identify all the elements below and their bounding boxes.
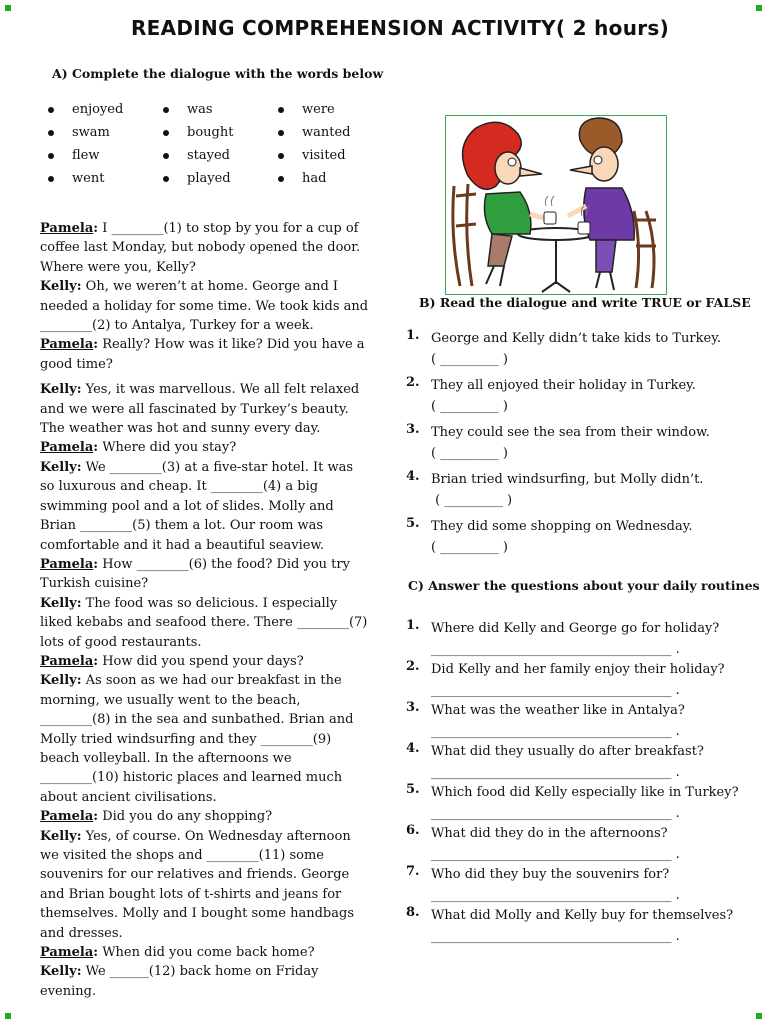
speaker-name: Kelly bbox=[40, 459, 77, 475]
item-number: 6. bbox=[406, 823, 420, 838]
item-number: 1. bbox=[406, 618, 420, 633]
answer-blank[interactable]: ( _________ ) bbox=[431, 352, 508, 367]
answer-line[interactable]: _____________________________________ . bbox=[431, 847, 680, 862]
dialogue-line: Kelly: The food was so delicious. I especially liked kebabs and seafood there. There ________(7) lots of good restaurants. bbox=[40, 595, 368, 650]
question-item bbox=[406, 823, 756, 864]
bullet-icon bbox=[48, 130, 54, 136]
bullet-icon bbox=[163, 153, 169, 159]
item-number: 7. bbox=[406, 864, 420, 879]
word-bank-item: swam bbox=[48, 123, 163, 142]
item-number: 8. bbox=[406, 905, 420, 920]
section-c-title: C) Answer the questions about your daily routines bbox=[408, 578, 760, 593]
bullet-icon bbox=[163, 130, 169, 136]
word-bank-item: visited bbox=[278, 146, 388, 165]
bullet-icon bbox=[163, 107, 169, 113]
dialogue-line: Pamela: I ________(1) to stop by you for a cup of coffee last Monday, but nobody opened the door. Where were you, Kelly? bbox=[40, 221, 361, 275]
answer-line[interactable]: _____________________________________ . bbox=[431, 929, 680, 944]
worksheet-title: READING COMPREHENSION ACTIVITY( 2 hours) bbox=[130, 16, 670, 40]
corner-mark-bottom-left bbox=[5, 1013, 11, 1019]
answer-line[interactable]: _____________________________________ . bbox=[431, 888, 680, 903]
question-list bbox=[406, 618, 756, 946]
bullet-icon bbox=[278, 176, 284, 182]
speaker-name: Kelly bbox=[40, 964, 77, 980]
corner-mark-top-right bbox=[756, 5, 762, 11]
answer-blank[interactable]: ( _________ ) bbox=[431, 493, 513, 508]
dialogue-line: Pamela: How did you spend your days? bbox=[40, 653, 304, 669]
corner-mark-top-left bbox=[5, 5, 11, 11]
statement-text: They did some shopping on Wednesday. bbox=[431, 519, 693, 534]
speaker-name: Kelly bbox=[40, 828, 77, 844]
question-text: What did they usually do after breakfast? bbox=[431, 744, 704, 759]
true-false-item bbox=[406, 375, 746, 417]
true-false-item bbox=[406, 516, 746, 558]
bullet-icon bbox=[48, 107, 54, 113]
bullet-icon bbox=[48, 176, 54, 182]
question-text: Where did Kelly and George go for holiday? bbox=[431, 621, 720, 636]
corner-mark-bottom-right bbox=[756, 1013, 762, 1019]
question-item bbox=[406, 700, 756, 741]
two-women-coffee-illustration bbox=[445, 115, 667, 295]
speaker-name: Kelly bbox=[40, 595, 77, 611]
dialogue-line: Pamela: Really? How was it like? Did you have a good time? bbox=[40, 337, 365, 372]
statement-text: Brian tried windsurfing, but Molly didn’t. bbox=[431, 472, 704, 487]
word-bank-item: went bbox=[48, 169, 163, 188]
bullet-icon bbox=[278, 130, 284, 136]
two-women-coffee-icon bbox=[446, 116, 666, 294]
speaker-name: Pamela bbox=[40, 653, 94, 669]
word-bank-item: was bbox=[163, 100, 278, 119]
answer-blank[interactable]: ( _________ ) bbox=[431, 540, 508, 555]
word-bank-item: enjoyed bbox=[48, 100, 163, 119]
dialogue-line: Kelly: Yes, it was marvellous. We all felt relaxed and we were all fascinated by Turkey’s beauty. The weather was hot and sunny every day. bbox=[40, 382, 360, 437]
word-bank-item: stayed bbox=[163, 146, 278, 165]
question-item bbox=[406, 864, 756, 905]
speaker-name: Kelly bbox=[40, 382, 77, 398]
item-number: 2. bbox=[406, 375, 420, 390]
item-number: 5. bbox=[406, 782, 420, 797]
question-text: What was the weather like in Antalya? bbox=[431, 703, 685, 718]
answer-line[interactable]: _____________________________________ . bbox=[431, 642, 680, 657]
bullet-icon bbox=[278, 107, 284, 113]
speaker-name: Pamela bbox=[40, 556, 94, 572]
speaker-name: Pamela bbox=[40, 440, 94, 456]
speaker-name: Pamela bbox=[40, 945, 94, 961]
item-number: 1. bbox=[406, 328, 420, 343]
dialogue-line: Kelly: Oh, we weren’t at home. George and I needed a holiday for some time. We took kids and ________(2) to Antalya, Turkey for a week. bbox=[40, 279, 369, 334]
section-b-title: B) Read the dialogue and write TRUE or FALSE bbox=[419, 295, 751, 310]
true-false-item bbox=[406, 328, 746, 370]
true-false-item bbox=[406, 422, 746, 464]
word-bank-item: wanted bbox=[278, 123, 388, 142]
dialogue-line: Pamela: How ________(6) the food? Did you try Turkish cuisine? bbox=[40, 556, 350, 592]
dialogue-line: Kelly: We ______(12) back home on Friday evening. bbox=[40, 964, 319, 999]
bullet-icon bbox=[48, 153, 54, 159]
speaker-name: Kelly bbox=[40, 673, 77, 689]
answer-line[interactable]: _____________________________________ . bbox=[431, 724, 680, 739]
dialogue-line: Pamela: When did you come back home? bbox=[40, 945, 315, 961]
answer-line[interactable]: _____________________________________ . bbox=[431, 765, 680, 780]
dialogue-line: Pamela: Where did you stay? bbox=[40, 440, 237, 456]
question-item bbox=[406, 782, 756, 823]
item-number: 4. bbox=[406, 741, 420, 756]
speaker-name: Pamela bbox=[40, 809, 94, 825]
true-false-list bbox=[406, 328, 746, 563]
item-number: 5. bbox=[406, 516, 420, 531]
word-bank-item: bought bbox=[163, 123, 278, 142]
speaker-name: Kelly bbox=[40, 279, 77, 295]
question-text: What did they do in the afternoons? bbox=[431, 826, 668, 841]
question-item bbox=[406, 659, 756, 700]
word-bank-item: were bbox=[278, 100, 388, 119]
word-bank-item: played bbox=[163, 169, 278, 188]
item-number: 4. bbox=[406, 469, 420, 484]
word-bank-item: had bbox=[278, 169, 388, 188]
statement-text: George and Kelly didn’t take kids to Turkey. bbox=[431, 331, 721, 346]
question-item bbox=[406, 618, 756, 659]
answer-blank[interactable]: ( _________ ) bbox=[431, 399, 508, 414]
dialogue-line: Pamela: Did you do any shopping? bbox=[40, 809, 273, 825]
question-text: Did Kelly and her family enjoy their holiday? bbox=[431, 662, 725, 677]
question-text: Which food did Kelly especially like in Turkey? bbox=[431, 785, 739, 800]
question-item bbox=[406, 741, 756, 782]
bullet-icon bbox=[278, 153, 284, 159]
question-text: Who did they buy the souvenirs for? bbox=[431, 867, 670, 882]
word-bank bbox=[48, 100, 388, 188]
dialogue-line: Kelly: As soon as we had our breakfast in the morning, we usually went to the beach, ________(8) in the sea and sunbathed. Brian and Molly tried windsurfing and they ________(9) beach volleyball. In the afternoons we ________(10) historic places and learned much about ancient civilisations. bbox=[40, 673, 354, 805]
answer-line[interactable]: _____________________________________ . bbox=[431, 683, 680, 698]
word-bank-item: flew bbox=[48, 146, 163, 165]
dialogue-line: Kelly: We ________(3) at a five-star hotel. It was so luxurous and cheap. It ________(4) a big swimming pool and a lot of slides. Molly and Brian ________(5) them a lot. Our room was comfortable and it had a beautiful seaview. bbox=[40, 459, 354, 553]
question-text: What did Molly and Kelly buy for themselves? bbox=[431, 908, 734, 923]
true-false-item bbox=[406, 469, 746, 511]
dialogue-line: Kelly: Yes, of course. On Wednesday afternoon we visited the shops and ________(11) some souvenirs for our relatives and friends. George and Brian bought lots of t-shirts and jeans for themselves. Molly and I bought some handbags and dresses. bbox=[40, 828, 354, 941]
dialogue-text bbox=[40, 219, 370, 1001]
bullet-icon bbox=[163, 176, 169, 182]
answer-blank[interactable]: ( _________ ) bbox=[431, 446, 508, 461]
item-number: 2. bbox=[406, 659, 420, 674]
item-number: 3. bbox=[406, 422, 420, 437]
item-number: 3. bbox=[406, 700, 420, 715]
statement-text: They all enjoyed their holiday in Turkey. bbox=[431, 378, 696, 393]
question-item bbox=[406, 905, 756, 946]
section-a-title: A) Complete the dialogue with the words below bbox=[52, 66, 384, 81]
statement-text: They could see the sea from their window. bbox=[431, 425, 710, 440]
answer-line[interactable]: _____________________________________ . bbox=[431, 806, 680, 821]
speaker-name: Pamela bbox=[40, 337, 94, 353]
speaker-name: Pamela bbox=[40, 221, 94, 236]
